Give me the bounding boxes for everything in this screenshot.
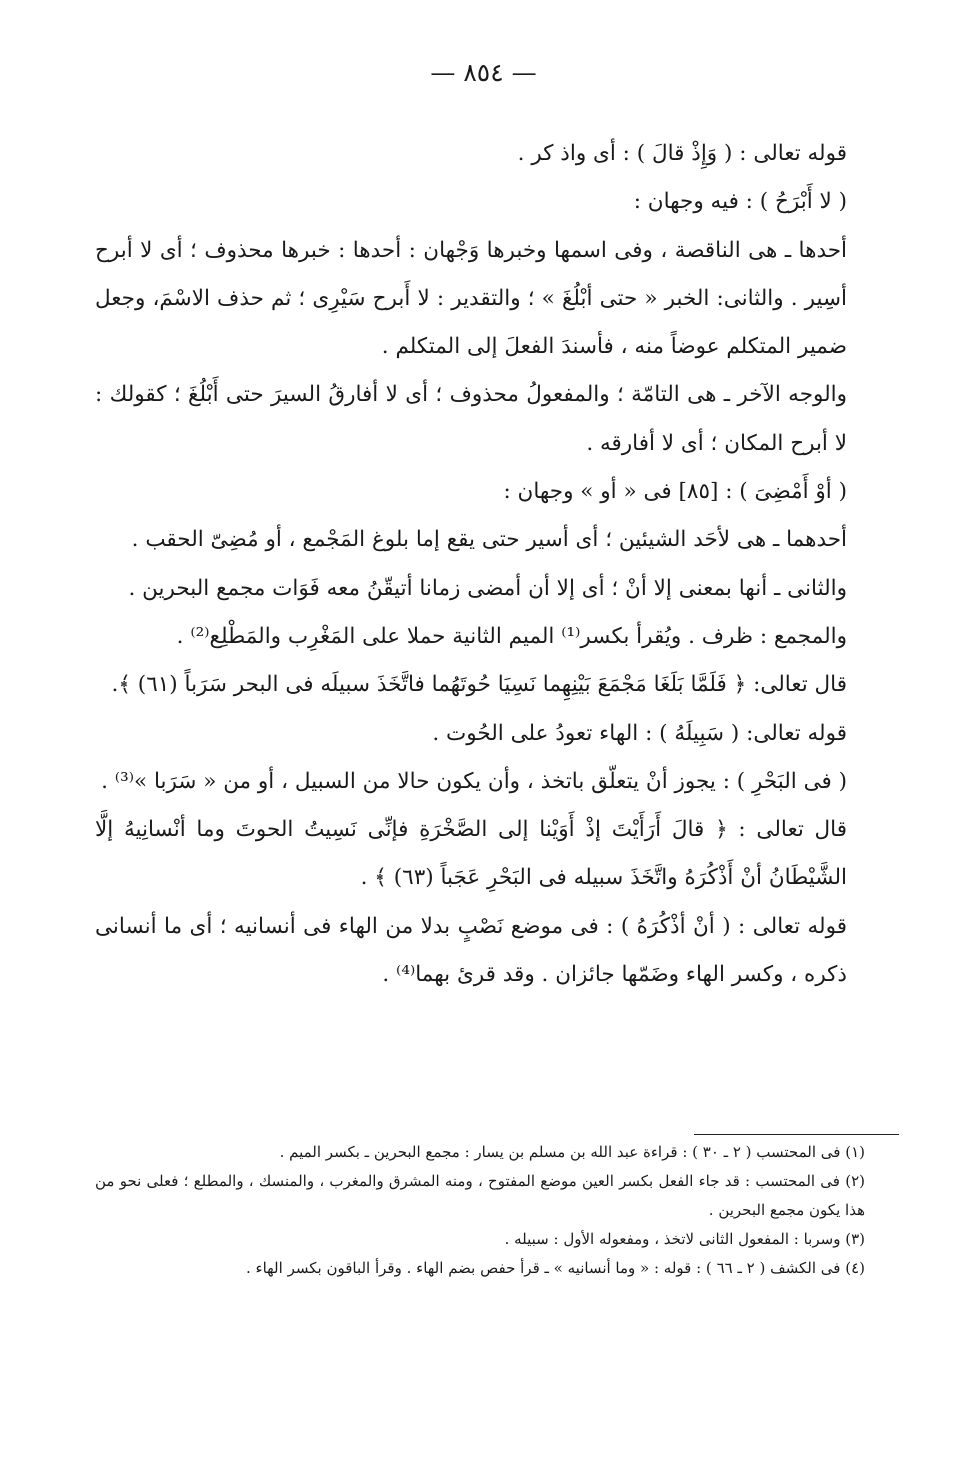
footnote-3: (٣) وسربا : المفعول الثانى لاتخذ ، ومفعوله الأول : سبيله . bbox=[504, 1230, 865, 1248]
paragraph-13: قوله تعالى : ( أنْ أذْكُرَهُ ) : فى موضع نَصْبٍ بدلا من الهاء فى أنسانيه ؛ أى ما أنسانى ذكره ، وكسر الهاء وضَمّها جائزان . وقد قرئ بهما⁽⁴⁾ . bbox=[95, 913, 847, 988]
paragraph-6: أحدهما ـ هى لأحَد الشيئين ؛ أى أسير حتى يقع إما بلوغ المَجْمع ، أو مُضِىّ الحقب . bbox=[131, 527, 847, 553]
verse-61: قال تعالى: ﴿ فَلَمَّا بَلَغَا مَجْمَعَ بَيْنِهِما نَسِيَا حُوتَهُما فاتَّخَذَ سبيلَه فى البحر سَرَباً (٦١) ﴾. bbox=[111, 672, 847, 698]
footnote-1: (١) فى المحتسب ( ٢ ـ ٣٠ ) : قراءة عبد الله بن مسلم بن يسار : مجمع البحرين ـ بكسر الميم . bbox=[279, 1143, 865, 1161]
paragraph-2: ( لا أَبْرَحُ ) : فيه وجهان : bbox=[633, 189, 847, 215]
paragraph-8: والمجمع : ظرف . ويُقرأ بكسر⁽¹⁾ الميم الثانية حملا على المَغْرِب والمَطْلِع⁽²⁾ . bbox=[176, 623, 847, 649]
footnote-4: (٤) فى الكشف ( ٢ ـ ٦٦ ) : قوله : « وما أنسانيه » ـ قرأ حفص بضم الهاء . وقرأ الباقون بكسر الهاء . bbox=[245, 1259, 865, 1277]
paragraph-4: والوجه الآخر ـ هى التامّة ؛ والمفعولُ محذوف ؛ أى لا أفارقُ السيرَ حتى أَبْلُغَ ؛ كقولك : لا أبرح المكان ؛ أى لا أفارقه . bbox=[95, 382, 847, 456]
paragraph-3: أحدها ـ هى الناقصة ، وفى اسمها وخبرها وَجْهان : أحدها : خبرها محذوف ؛ أى لا أبرح أسِير . والثانى: الخبر « حتى أبْلُغَ » ؛ والتقدير : لا أَبرح سَيْرِى ؛ ثم حذف الاسْمَ، وجعل ضمير المتكلم عوضاً منه ، فأسندَ الفعلَ إلى المتكلم . bbox=[95, 237, 847, 360]
paragraph-10: قوله تعالى: ( سَبِيلَهُ ) : الهاء تعودُ على الحُوت . bbox=[432, 720, 847, 746]
verse-63: قال تعالى : ﴿ قالَ أَرَأَيْتَ إذْ أَوَيْنا إلى الصَّخْرَةِ فإنِّى نَسِيتُ الحوتَ وما أنْسانِيهُ إلَّا الشَّيْطَانُ أنْ أَذْكُرَهُ واتَّخَذَ سبيله فى البَحْرِ عَجَباً (٦٣) ﴾ . bbox=[95, 817, 847, 891]
paragraph-7: والثانى ـ أنها بمعنى إلا أنْ ؛ أى إلا أن أمضى زمانا أتيقّنُ معه فَوَات مجمع البحرين . bbox=[128, 575, 847, 601]
paragraph-5: ( أوْ أَمْضِىَ ) : [٨٥] فى « أو » وجهان : bbox=[503, 479, 847, 505]
paragraph-1: قوله تعالى : ( وَإِذْ قالَ ) : أى واذ كر . bbox=[517, 141, 847, 166]
paragraph-11: ( فى البَحْرِ ) : يجوز أنْ يتعلّق باتخذ ، وأن يكون حالا من السبيل ، أو من « سَرَبا »⁽³⁾ . bbox=[101, 768, 847, 794]
main-text bbox=[95, 130, 847, 999]
page-number: — ٨٥٤ — bbox=[430, 58, 537, 87]
footnote-2: (٢) فى المحتسب : قد جاء الفعل بكسر العين موضع المفتوح ، ومنه المشرق والمغرب ، والمنسك ، والمطلع ؛ فعلى نحو من هذا يكون مجمع البحرين . bbox=[95, 1172, 865, 1219]
separator-line bbox=[694, 1134, 899, 1135]
footnotes bbox=[95, 1138, 865, 1283]
